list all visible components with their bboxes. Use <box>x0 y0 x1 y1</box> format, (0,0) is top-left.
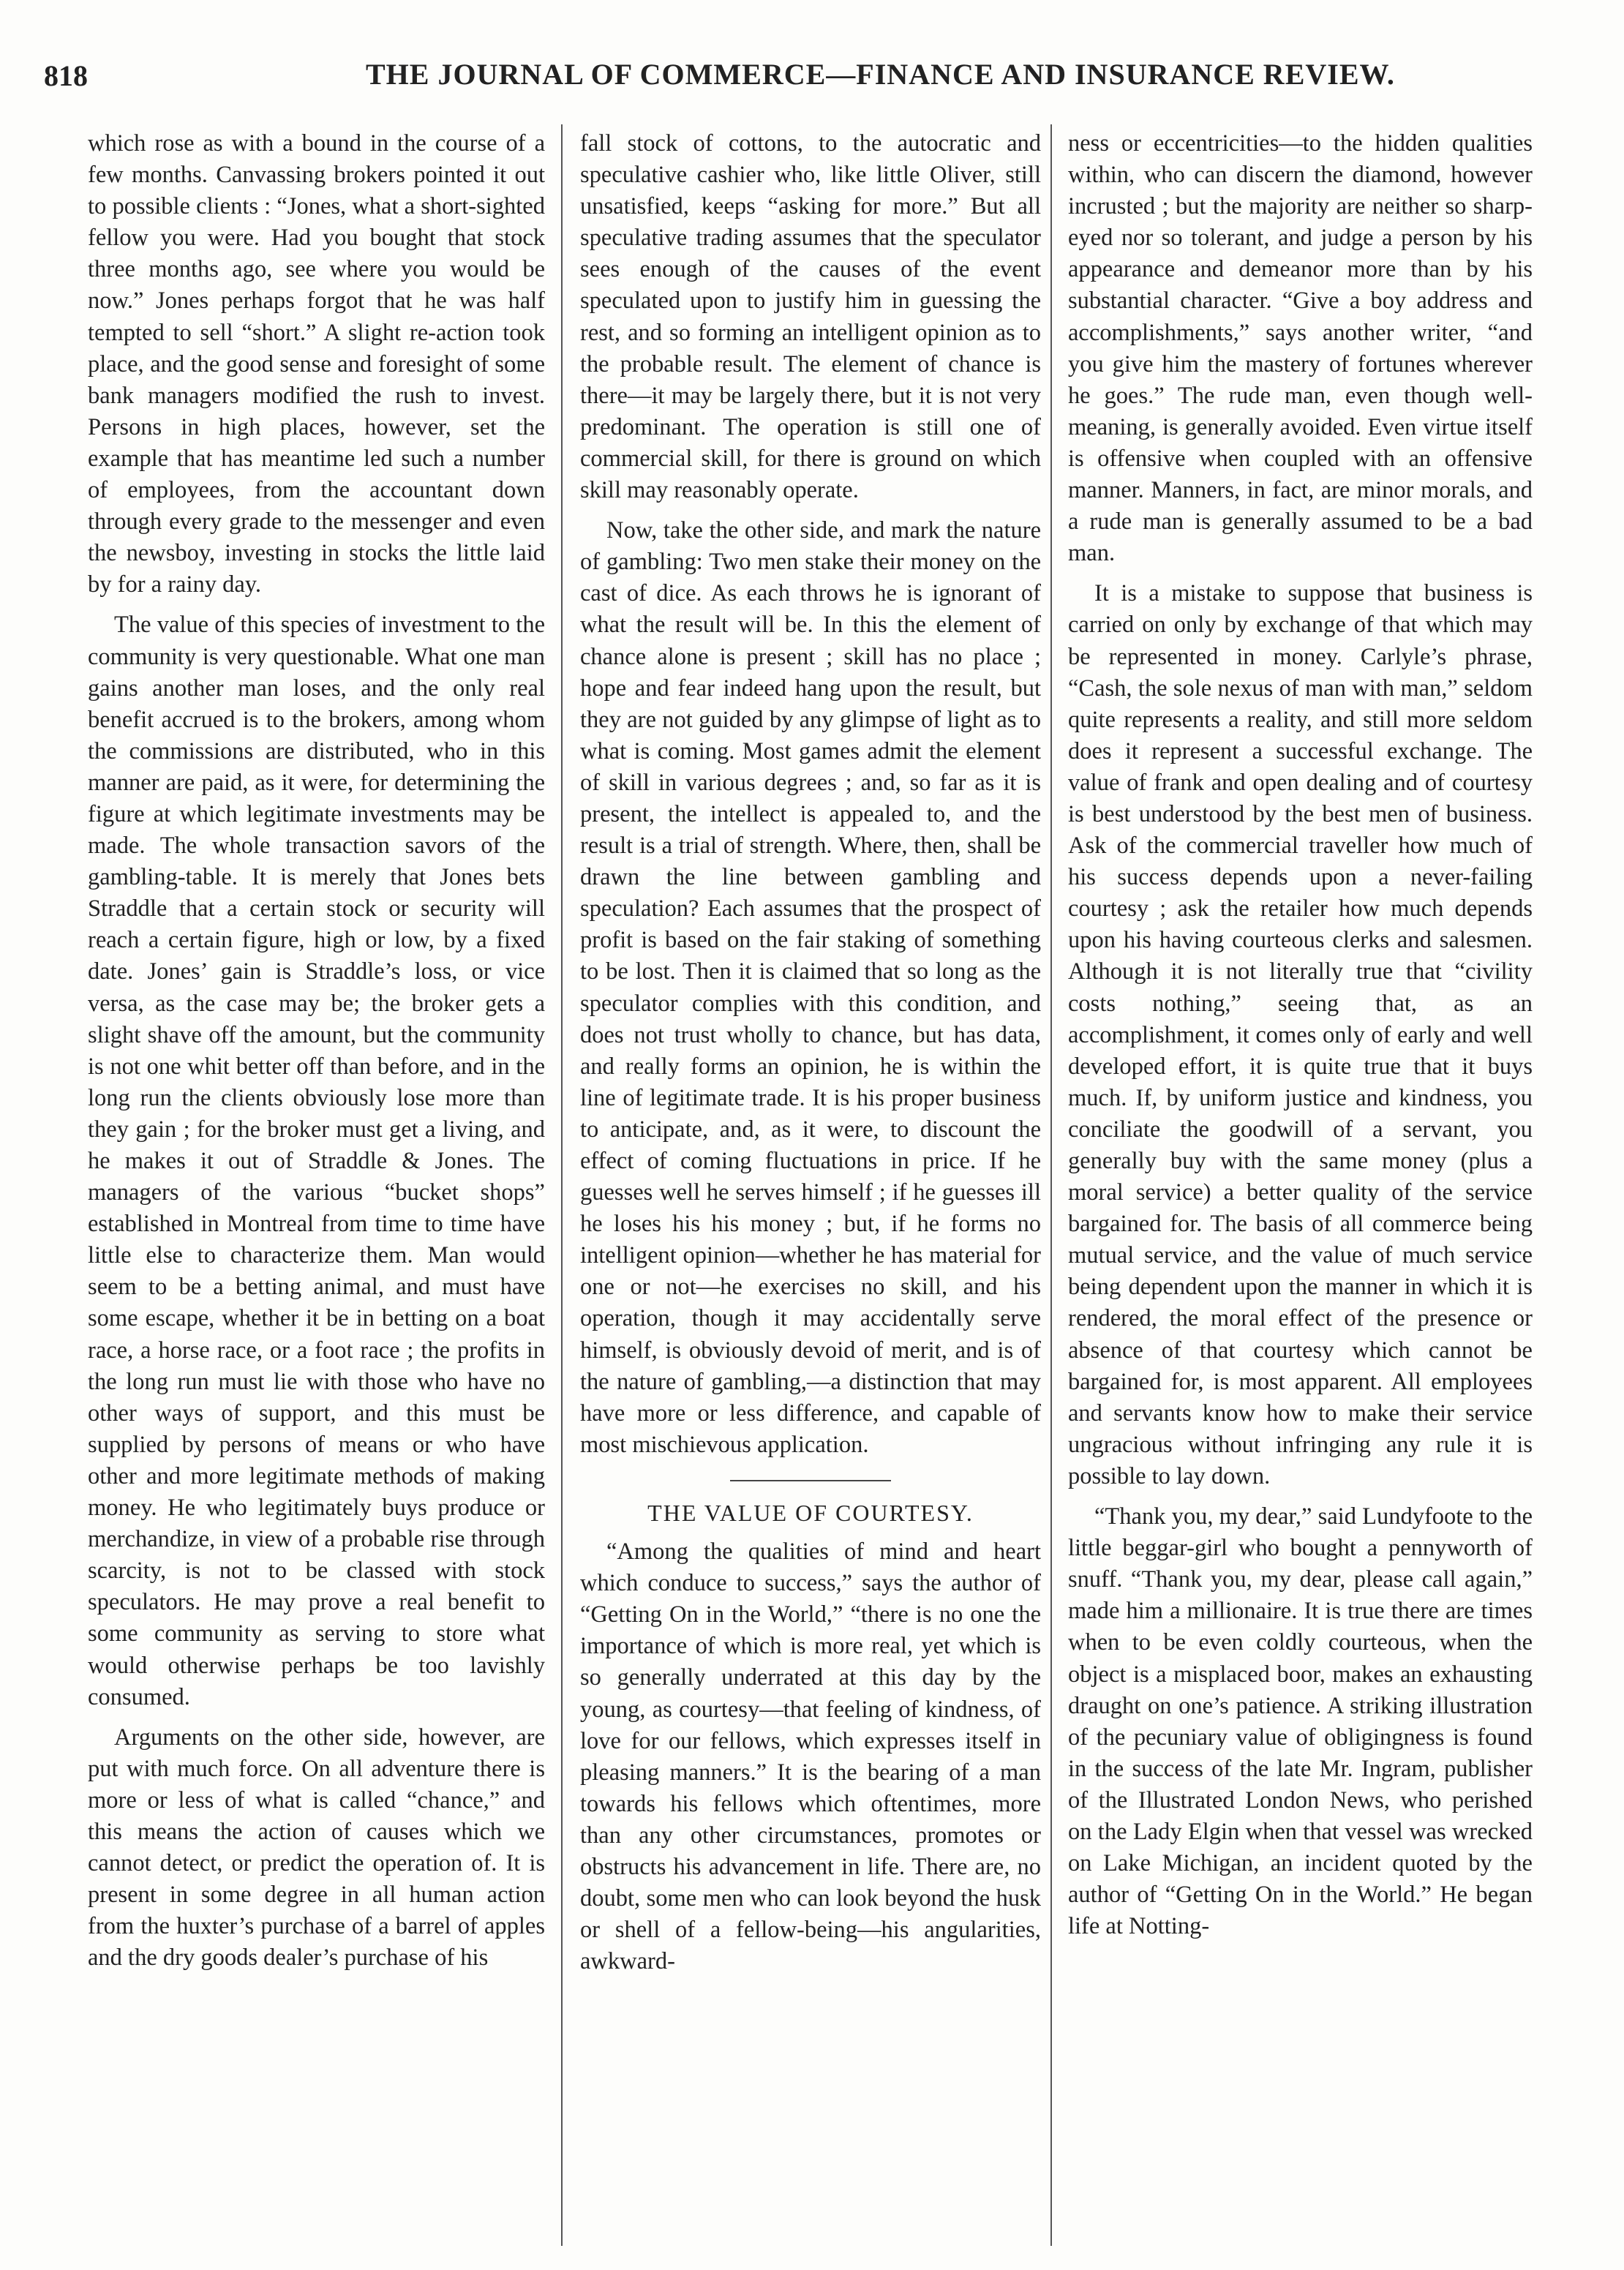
running-title: THE JOURNAL OF COMMERCE—FINANCE AND INSURANCE REVIEW. <box>366 58 1395 91</box>
column-rule-right <box>1050 124 1052 2246</box>
paragraph: fall stock of cottons, to the autocratic and speculative cashier who, like little Oliver, still unsatisfied, keeps “asking for more.” But all speculative trading assumes that the speculator sees enough of the causes of the event speculated upon to justify him in guessing the rest, and so forming an intelligent opinion as to the probable result. The element of chance is there—it may be largely there, but it is not very predominant. The operation is still one of commercial skill, for there is ground on which skill may reasonably operate. <box>580 130 1041 504</box>
column-right <box>1068 128 1533 2250</box>
column-left <box>88 128 545 2250</box>
section-divider <box>730 1480 891 1481</box>
column-rule-left <box>561 124 563 2246</box>
paragraph: ness or eccentricities—to the hidden qualities within, who can discern the diamond, however incrusted ; but the majority are neither so sharp-eyed nor so tolerant, and judge a person by his appearance and demeanor more than by his substantial character. “Give a boy address and accomplishments,” says another writer, “and you give him the mastery of fortunes wherever he goes.” The rude man, even though well-meaning, is generally avoided. Even virtue itself is offensive when coupled with an offensive manner. Manners, in fact, are minor morals, and a rude man is generally assumed to be a bad man. <box>1068 130 1533 567</box>
page-number: 818 <box>44 59 88 92</box>
page-header <box>44 51 1580 102</box>
paragraph: “Thank you, my dear,” said Lundyfoote to the little beggar-girl who bought a pennyworth of snuff. “Thank you, my dear, please call again,” made him a millionaire. It is true there are times when to be even coldly courteous, when the object is a misplaced boor, makes an exhausting draught on one’s patience. A striking illustration of the pecuniary value of obligingness is found in the success of the late Mr. Ingram, publisher of the Illustrated London News, who perished on the Lady Elgin when that vessel was wrecked on Lake Michigan, an incident quoted by the author of “Getting On in the World.” He began life at Notting- <box>1068 1503 1533 1940</box>
paragraph: which rose as with a bound in the course of a few months. Canvassing brokers pointed it out to possible clients : “Jones, what a short-sighted fellow you were. Had you bought that stock three months ago, see where you would be now.” Jones perhaps forgot that he was half tempted to sell “short.” A slight re-action took place, and the good sense and foresight of some bank managers modified the rush to invest. Persons in high places, however, set the example that has meantime led such a number of employees, from the accountant down through every grade to the messenger and even the newsboy, investing in stocks the little laid by for a rainy day. <box>88 130 545 598</box>
paragraph: Arguments on the other side, however, are put with much force. On all adventure there is more or less of what is called “chance,” and this means the action of causes which we cannot detect, or predict the operation of. It is present in some degree in all human action from the huxter’s purchase of a barrel of apples and the dry goods dealer’s purchase of his <box>88 1724 545 1972</box>
paragraph: It is a mistake to suppose that business is carried on only by exchange of that which may be represented in money. Carlyle’s phrase, “Cash, the sole nexus of man with man,” seldom quite represents a reality, and still more seldom does it represent a successful exchange. The value of frank and open dealing and of courtesy is best understood by the best men of business. Ask of the commercial traveller how much of his success depends upon a never-failing courtesy ; ask the retailer how much depends upon his having courteous clerks and salesmen. Although it is not literally true that “civility costs nothing,” seeing that, as an accomplishment, it comes only of early and well developed effort, it is quite true that it buys much. If, by uniform justice and kindness, you conciliate the goodwill of a servant, you generally buy with the same money (plus a moral service) a better quality of the service bargained for. The basis of all commerce being mutual service, and the value of much service being dependent upon the manner in which it is rendered, the moral effect of the presence or absence of that courtesy which cannot be bargained for, is most apparent. All employees and servants know how to make their service ungracious without infringing any rule it is possible to lay down. <box>1068 580 1533 1489</box>
column-middle <box>580 128 1041 2250</box>
section-title: THE VALUE OF COURTESY. <box>647 1499 974 1526</box>
paragraph: Now, take the other side, and mark the nature of gambling: Two men stake their money on the cast of dice. As each throws he is ignorant of what the result will be. In this the element of chance alone is present ; skill has no place ; hope and fear indeed hang upon the result, but they are not guided by any glimpse of light as to what is coming. Most games admit the element of skill in various degrees ; and, so far as it is present, the intellect is appealed to, and the result is a trial of strength. Where, then, shall be drawn the line between gambling and speculation? Each assumes that the prospect of profit is based on the fair staking of something to be lost. Then it is claimed that so long as the speculator complies with this condition, and does not trust wholly to chance, but has data, and really forms an opinion, he is within the line of legitimate trade. It is his proper business to anticipate, and, as it were, to discount the effect of coming fluctuations in price. If he guesses well he serves himself ; if he guesses ill he loses his his money ; but, if he forms no intelligent opinion—whether he has material for one or not—he exercises no skill, and his operation, though it may accidentally serve himself, is obviously devoid of merit, and is of the nature of gambling,—a distinction that may have more or less difference, and capable of most mischievous application. <box>580 517 1041 1458</box>
paragraph: The value of this species of investment to the community is very questionable. What one man gains another man loses, and the only real benefit accrued is to the brokers, among whom the commissions are distributed, who in this manner are paid, as it were, for determining the figure at which legitimate investments may be made. The whole transaction savors of the gambling-table. It is merely that Jones bets Straddle that a certain stock or security will reach a certain figure, high or low, by a fixed date. Jones’ gain is Straddle’s loss, or vice versa, as the case may be; the broker gets a slight shave off the amount, but the community is not one whit better off than before, and in the long run the clients obviously lose more than they gain ; for the broker must get a living, and he makes it out of Straddle & Jones. The managers of the various “bucket shops” established in Montreal from time to time have little else to characterize them. Man would seem to be a betting animal, and must have some escape, whether it be in betting on a boat race, a horse race, or a foot race ; the profits in the long run must lie with those who have no other ways of support, and this must be supplied by persons of means or who have other and more legitimate methods of making money. He who legitimately buys produce or merchandize, in view of a probable rise through scarcity, is not to be classed with stock speculators. He may prove a real benefit to some community as serving to store what would otherwise perhaps be too lavishly consumed. <box>88 612 545 1710</box>
paragraph: “Among the qualities of mind and heart which conduce to success,” says the author of “Getting On in the World,” “there is no one the importance of which is more real, yet which is so generally underrated at this day by the young, as courtesy—that feeling of kindness, of love for our fellows, which expresses itself in pleasing manners.” It is the bearing of a man towards his fellows which oftentimes, more than any other circumstances, promotes or obstructs his advancement in life. There are, no doubt, some men who can look beyond the husk or shell of a fellow-being—his angularities, awkward- <box>580 1538 1041 1975</box>
